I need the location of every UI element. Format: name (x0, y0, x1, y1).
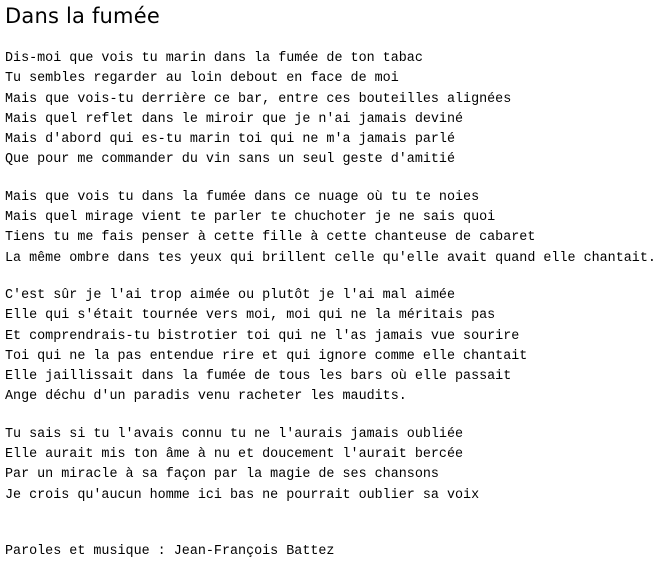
lyric-line: Et comprendrais-tu bistrotier toi qui ne l'as jamais vue sourire (5, 328, 520, 344)
lyric-line: Que pour me commander du vin sans un seul geste d'amitié (5, 152, 455, 168)
lyric-line: La même ombre dans tes yeux qui brillent celle qu'elle avait quand elle chantait. (5, 250, 656, 266)
lyric-line: Tiens tu me fais penser à cette fille à cette chanteuse de cabaret (5, 230, 536, 246)
lyric-line: Mais quel reflet dans le miroir que je n'ai jamais deviné (5, 111, 464, 127)
lyric-line: Mais que vois tu dans la fumée dans ce nuage où tu te noies (5, 189, 480, 205)
stanza-4 (5, 425, 672, 506)
credits-line: Paroles et musique : Jean-François Battez (5, 543, 335, 559)
lyric-line: Tu sais si tu l'avais connu tu ne l'aurais jamais oubliée (5, 426, 464, 442)
lyric-line: Toi qui ne la pas entendue rire et qui ignore comme elle chantait (5, 348, 528, 364)
lyrics-document (5, 0, 672, 562)
lyric-line: Elle aurait mis ton âme à nu et doucement l'aurait bercée (5, 447, 464, 463)
lyric-line: Mais quel mirage vient te parler te chuchoter je ne sais quoi (5, 210, 496, 226)
lyric-line: Mais que vois-tu derrière ce bar, entre ces bouteilles alignées (5, 91, 512, 107)
lyric-line: C'est sûr je l'ai trop aimée ou plutôt je l'ai mal aimée (5, 287, 455, 303)
stanza-1 (5, 49, 672, 171)
lyric-line: Ange déchu d'un paradis venu racheter les maudits. (5, 389, 407, 405)
lyric-line: Mais d'abord qui es-tu marin toi qui ne m'a jamais parlé (5, 132, 455, 148)
lyric-line: Elle jaillissait dans la fumée de tous les bars où elle passait (5, 369, 512, 385)
lyric-line: Par un miracle à sa façon par la magie de ses chansons (5, 467, 439, 483)
lyric-line: Tu sembles regarder au loin debout en face de moi (5, 71, 399, 87)
stanza-2 (5, 188, 672, 269)
lyric-line: Dis-moi que vois tu marin dans la fumée de ton tabac (5, 51, 423, 66)
song-title: Dans la fumée (5, 4, 160, 28)
lyric-line: Je crois qu'aucun homme ici bas ne pourrait oublier sa voix (5, 487, 480, 503)
lyric-line: Elle qui s'était tournée vers moi, moi qui ne la méritais pas (5, 308, 496, 324)
stanza-3 (5, 286, 672, 408)
